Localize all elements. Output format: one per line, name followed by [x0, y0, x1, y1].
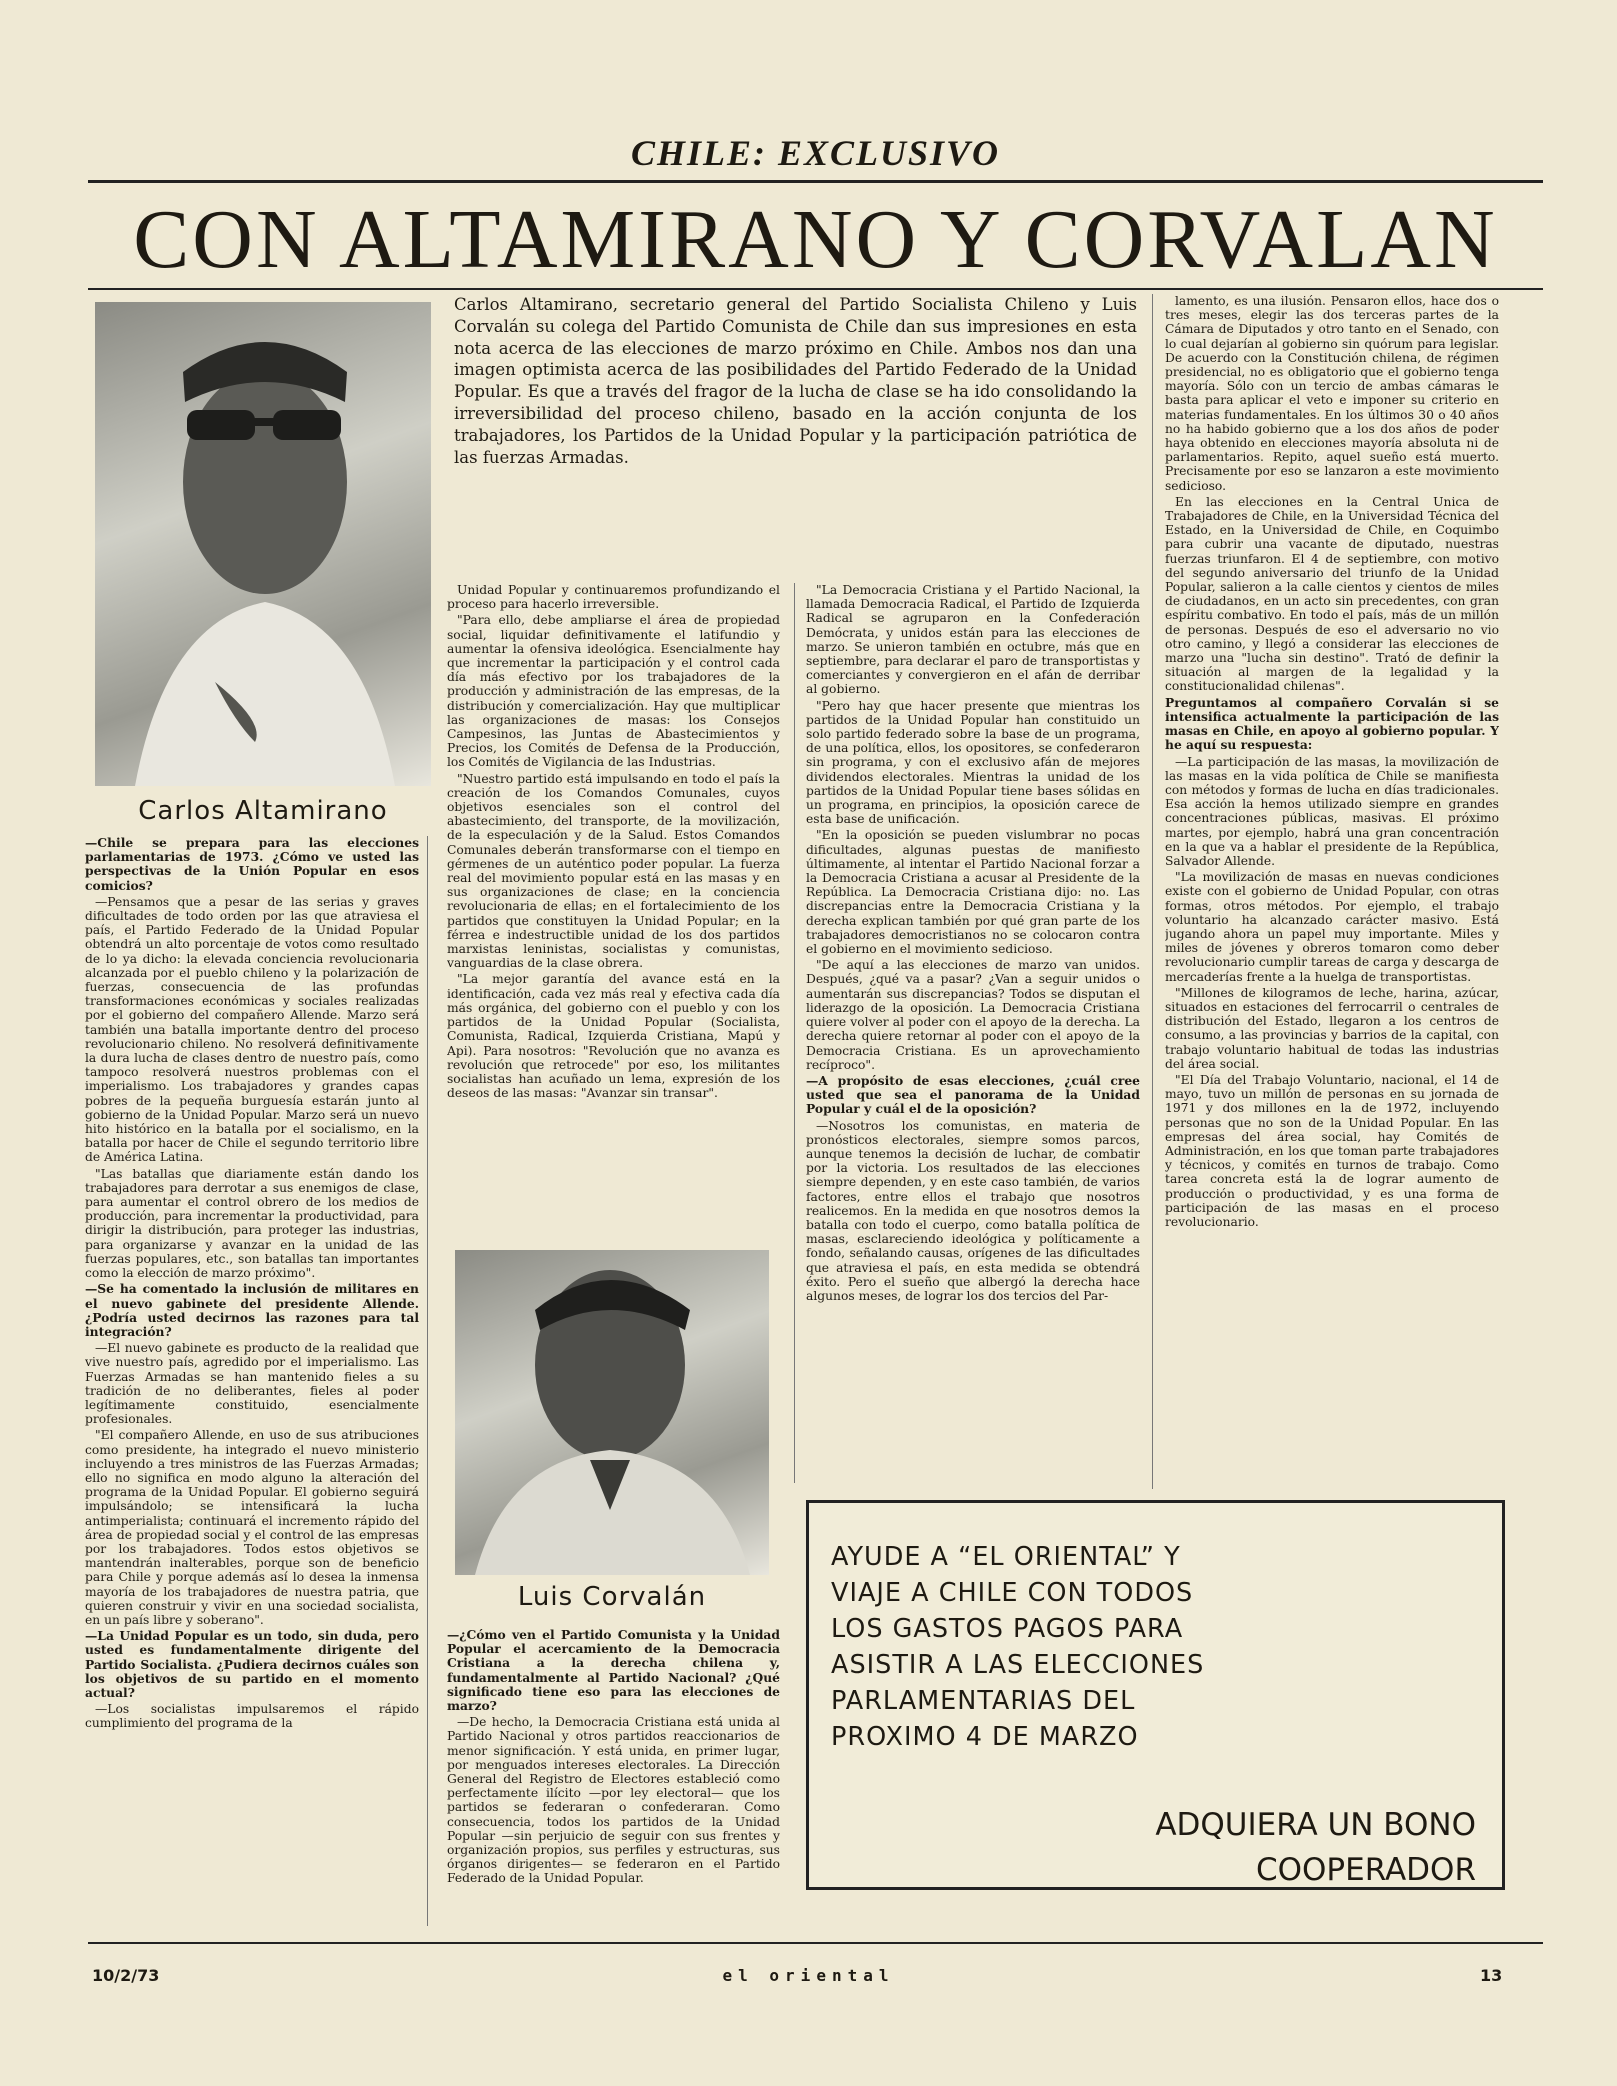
corvalan-photo: [455, 1250, 769, 1575]
interview-question: —Chile se prepara para las elecciones parlamentarias de 1973. ¿Cómo ve usted las perspectivas de la Unión Popular en esos comicios?: [85, 836, 419, 893]
paragraph: —De hecho, la Democracia Cristiana está unida al Partido Nacional y otros partidos reaccionarios de menor significación. Y está unida, en primer lugar, por menguados intereses electorales. La Dirección General del Registro de Electores estableció como perfectamente ilícito —por ley electoral— que los partidos se federaran o confederaran. Como consecuencia, todos los partidos de la Unidad Popular —sin perjuicio de seguir con sus frentes y organización propios, sus perfiles y estructuras, sus órganos dirigentes— se federaron en el Partido Federado de la Unidad Popular.: [447, 1715, 780, 1886]
paragraph: —El nuevo gabinete es producto de la realidad que vive nuestro país, agredido por el imperialismo. Las Fuerzas Armadas se han mantenido fieles a su tradición de no deliberantes, fieles al poder legítimamente constituido, esencialmente profesionales.: [85, 1341, 419, 1427]
advertisement-box: [806, 1500, 1505, 1890]
column-rule: [1152, 294, 1153, 1489]
paragraph: "Millones de kilogramos de leche, harina, azúcar, situados en estaciones del ferrocarril o centrales de distribución del Estado, llegaron a los centros de consumo, a las provincias y barrios de la capital, con trabajo voluntario habitual de todas las industrias del área social.: [1165, 985, 1499, 1071]
text-column-1: [85, 836, 419, 1932]
paragraph: "Las batallas que diariamente están dando los trabajadores para derrotar a sus enemigos de clase, para aumentar el control obrero de los medios de producción, para incrementar la productividad, para dirigir la distribución, para proteger las industrias, para organizarse y avanzar en la unidad de las fuerzas populares, etc., son batallas tan importantes como la elección de marzo próximo".: [85, 1166, 419, 1281]
paragraph: "De aquí a las elecciones de marzo van unidos. Después, ¿qué va a pasar? ¿Van a seguir unidos o aumentarán sus discrepancias? Todos se disputan el liderazgo de la oposición. La Democracia Cristiana quiere volver al poder con el apoyo de la derecha. La derecha quiere retornar al poder con el apoyo de la Democracia Cristiana. Es un aprovechamiento recíproco".: [806, 958, 1140, 1072]
altamirano-photo: [95, 302, 431, 786]
paragraph: "En la oposición se pueden vislumbrar no pocas dificultades, algunas puestas de manifiesto últimamente, al intentar el Partido Nacional forzar a la Democracia Cristiana a acusar al Presidente de la República. La Democracia Cristiana dijo: no. Las discrepancias entre la Democracia Cristiana y la derecha explican también por qué gran parte de los trabajadores democristianos no se colocaron contra el gobierno en el movimiento sedicioso.: [806, 828, 1140, 957]
paragraph: "La Democracia Cristiana y el Partido Nacional, la llamada Democracia Radical, el Partido de Izquierda Radical se agruparon en la Confederación Demócrata, y unidos están para las elecciones de marzo. Se unieron también en octubre, más que en septiembre, para declarar el paro de transportistas y comerciantes y convergieron en el afán de derribar al gobierno.: [806, 583, 1140, 697]
interview-question: —La Unidad Popular es un todo, sin duda, pero usted es fundamentalmente dirigente del Partido Socialista. ¿Pudiera decirnos cuáles son los objetivos de su partido en el momento actual?: [85, 1628, 419, 1700]
paragraph: "Para ello, debe ampliarse el área de propiedad social, liquidar definitivamente el latifundio y aumentar la ofensiva ideológica. Esencialmente hay que incrementar la participación y el control cada día más efectivo por los trabajadores de la producción y administración de las empresas, de la distribución y comercialización. Hay que multiplicar las organizaciones de masas: los Consejos Campesinos, las Juntas de Abastecimientos y Precios, los Comités de Defensa de la Producción, los Comités de Vigilancia de las Industrias.: [447, 613, 780, 770]
headline-rule: [88, 288, 1543, 290]
text-column-2: [447, 583, 780, 1228]
issue-date: 10/2/73: [92, 1966, 160, 1985]
paragraph: lamento, es una ilusión. Pensaron ellos, hace dos o tres meses, elegir las dos terceras partes de la Cámara de Diputados y otro tanto en el Senado, con lo cual dejarían al gobierno sin quórum para legislar. De acuerdo con la Constitución chilena, de régimen presidencial, no es obligatorio que el gobierno tenga mayoría. Sólo con un tercio de ambas cámaras le basta para aplicar el veto e imponer su criterio en materias fundamentales. En los últimos 30 o 40 años no ha habido gobierno que a los dos años de poder haya obtenido en elecciones mayoría absoluta ni de parlamentarios. Repito, aquel sueño está muerto. Precisamente por eso se lanzaron a este movimiento sedicioso.: [1165, 294, 1499, 493]
article-intro: Carlos Altamirano, secretario general del Partido Socialista Chileno y Luis Corvalán su colega del Partido Comunista de Chile dan sus impresiones en esta nota acerca de las elecciones de marzo próximo en Chile. Ambos nos dan una imagen optimista acerca de las posibilidades del Partido Federado de la Unidad Popular. Es que a través del fragor de la lucha de clase se ha ido consolidando la irreversibilidad del proceso chileno, basado en la acción conjunta de los trabajadores, los Partidos de la Unidad Popular y la participación patriótica de las fuerzas Armadas.: [454, 295, 1137, 467]
section-kicker: CHILE: EXCLUSIVO: [630, 133, 1001, 173]
interview-question: —¿Cómo ven el Partido Comunista y la Unidad Popular el acercamiento de la Democracia Cristiana a la derecha chilena y, fundamentalmente al Partido Nacional? ¿Qué significado tiene eso para las elecciones de marzo?: [447, 1628, 780, 1714]
text-column-4: [1165, 294, 1499, 1489]
advertisement-text: AYUDE A “EL ORIENTAL” Y VIAJE A CHILE CON TODOS LOS GASTOS PAGOS PARA ASISTIR A LAS ELECCIONES PARLAMENTARIAS DEL PROXIMO 4 DE MARZO: [831, 1542, 1205, 1752]
paragraph: Unidad Popular y continuaremos profundizando el proceso para hacerlo irreversible.: [447, 583, 780, 612]
paragraph: —Pensamos que a pesar de las serias y graves dificultades de todo orden por las que atraviesa el país, el Partido Federado de la Unidad Popular obtendrá un alto porcentaje de votos como resultado de lo ya dicho: la elevada conciencia revolucionaria alcanzada por el pueblo chileno y la polarización de fuerzas, consecuencia de las profundas transformaciones económicas y sociales realizadas por el gobierno del compañero Allende. Marzo será también una batalla importante dentro del proceso revolucionario chileno. No resolverá definitivamente la dura lucha de clases dentro de nuestro país, como tampoco resolverá nuestros problemas con el imperialismo. Los trabajadores y grandes capas pobres de la pequeña burguesía estarán junto al gobierno de la Unidad Popular. Marzo será un nuevo hito histórico en la batalla por el socialismo, en la batalla por hacer de Chile el segundo territorio libre de América Latina.: [85, 894, 419, 1165]
article-headline: CON ALTAMIRANO Y CORVALAN: [133, 193, 1498, 286]
paragraph: —Nosotros los comunistas, en materia de pronósticos electorales, siempre somos parcos, aunque tenemos la decisión de luchar, de combatir por la victoria. Los resultados de las elecciones siempre dependen, y en este caso también, de varios factores, entre ellos el trabajo que nosotros realicemos. En la medida en que nosotros demos la batalla con todo el cuerpo, como batalla política de masas, esclareciendo ideológica y políticamente a fondo, señalando causas, orígenes de las dificultades que atraviesa el país, en esta medida se obtendrá éxito. Pero el sueño que albergó la derecha hace algunos meses, de lograr los dos tercios del Par-: [806, 1118, 1140, 1303]
paragraph: "La movilización de masas en nuevas condiciones existe con el gobierno de Unidad Popular, con otras formas, otros métodos. Por ejemplo, el trabajo voluntario ha alcanzado carácter masivo. Está jugando ahora un papel muy importante. Miles y miles de jóvenes y obreros tomaron como deber revolucionario cumplir tareas de carga y descarga de mercaderías frente a la huelga de transportistas.: [1165, 870, 1499, 984]
footer-rule: [88, 1942, 1543, 1944]
paragraph: —Los socialistas impulsaremos el rápido cumplimiento del programa de la: [85, 1702, 419, 1731]
column-rule: [427, 836, 428, 1926]
kicker-rule: [88, 180, 1543, 183]
advertisement-bono: ADQUIERA UN BONO COOPERADOR: [1155, 1807, 1476, 1888]
page-number: 13: [1480, 1966, 1503, 1985]
text-column-2-bottom: [447, 1628, 780, 1932]
paragraph: "El Día del Trabajo Voluntario, nacional, el 14 de mayo, tuvo un millón de personas en su jornada de 1971 y dos millones en la de 1972, incluyendo personas que no son de la Unidad Popular. En las empresas del área social, hay Comités de Administración, en los que toman parte trabajadores y técnicos, y comités en turnos de trabajo. Como tarea concreta está la de lograr aumento de producción o productividad, y es una forma de participación de las masas en el proceso revolucionario.: [1165, 1072, 1499, 1229]
publication-name: el oriental: [722, 1966, 895, 1985]
interview-question: —Se ha comentado la inclusión de militares en el nuevo gabinete del presidente Allende. ¿Podría usted decirnos las razones para tal integración?: [85, 1281, 419, 1339]
paragraph: "Pero hay que hacer presente que mientras los partidos de la Unidad Popular han constituido un solo partido federado sobre la base de un programa, de una política, ellos, los opositores, se confederaron sin programa, y con el exclusivo afán de mejores dividendos electorales. Mientras la unidad de los partidos de la Unidad Popular tiene bases sólidas en un programa, en principios, la oposición carece de esta base de unificación.: [806, 698, 1140, 827]
corvalan-caption: Luis Corvalán: [517, 1582, 707, 1612]
interview-question: Preguntamos al compañero Corvalán si se intensifica actualmente la participación de las masas en Chile, en apoyo al gobierno popular. Y he aquí su respuesta:: [1165, 694, 1499, 753]
text-column-3: [806, 583, 1140, 1489]
paragraph: —La participación de las masas, la movilización de las masas en la vida política de Chile se manifiesta con métodos y formas de lucha en días tradicionales. Esa acción la hemos utilizado siempre en grandes concentraciones públicas, masivas. El próximo martes, por ejemplo, habrá una gran concentración en la que va a hablar el presidente de la República, Salvador Allende.: [1165, 754, 1499, 868]
paragraph: "Nuestro partido está impulsando en todo el país la creación de los Comandos Comunales, cuyos objetivos esenciales son el control del abastecimiento, del transporte, de la movilización, de la especulación y de la Salud. Estos Comandos Comunales deberán transformarse con el tiempo en gérmenes de un auténtico poder popular. La fuerza real del movimiento popular está en las masas y en sus organizaciones de clase; en la conciencia revolucionaria de ellas; en el fortalecimiento de los partidos que constituyen la Unidad Popular; en la férrea e indestructible unidad de los dos partidos marxistas leninistas, socialistas y comunistas, vanguardias de la clase obrera.: [447, 771, 780, 971]
paragraph: "El compañero Allende, en uso de sus atribuciones como presidente, ha integrado el nuevo ministerio incluyendo a tres ministros de las Fuerzas Armadas; ello no significa en modo alguno la alteración del programa de la Unidad Popular. El gobierno seguirá impulsándolo; se intensificará la lucha antimperialista; continuará el incremento rápido del área de propiedad social y el control de las empresas por los trabajadores. Todos estos objetivos se mantendrán inalterables, porque son de beneficio para Chile y porque además así lo desea la inmensa mayoría de los trabajadores de nuestra patria, que quieren construir y vivir en una sociedad socialista, en un país libre y soberano".: [85, 1428, 419, 1627]
paragraph: "La mejor garantía del avance está en la identificación, cada vez más real y efectiva cada día más orgánica, del gobierno con el pueblo y con los partidos de la Unidad Popular (Socialista, Comunista, Radical, Izquierda Cristiana, Mapú y Api). Para nosotros: "Revolución que no avanza es revolución que retrocede" por eso, los militantes socialistas han acuñado un lema, expresión de los deseos de las masas: "Avanzar sin transar".: [447, 972, 780, 1101]
column-rule: [794, 583, 795, 1483]
interview-question: —A propósito de esas elecciones, ¿cuál cree usted que sea el panorama de la Unidad Popular y cuál el de la oposición?: [806, 1072, 1140, 1117]
paragraph: En las elecciones en la Central Unica de Trabajadores de Chile, en la Universidad Técnica del Estado, en la Universidad de Chile, en Coquimbo para cubrir una vacante de diputado, nuestras fuerzas triunfaron. El 4 de septiembre, con motivo del segundo aniversario del triunfo de la Unidad Popular, salieron a la calle cientos y cientos de miles de ciudadanos, en un acto sin precedentes, con gran espíritu combativo. En todo el país, más de un millón de personas. Después de eso el adversario no vio otro camino, y llegó a considerar las elecciones de marzo una "lucha sin destino". Trató de definir la situación al margen de la legalidad y la constitucionalidad chilenas".: [1165, 494, 1499, 694]
altamirano-caption: Carlos Altamirano: [138, 796, 388, 826]
